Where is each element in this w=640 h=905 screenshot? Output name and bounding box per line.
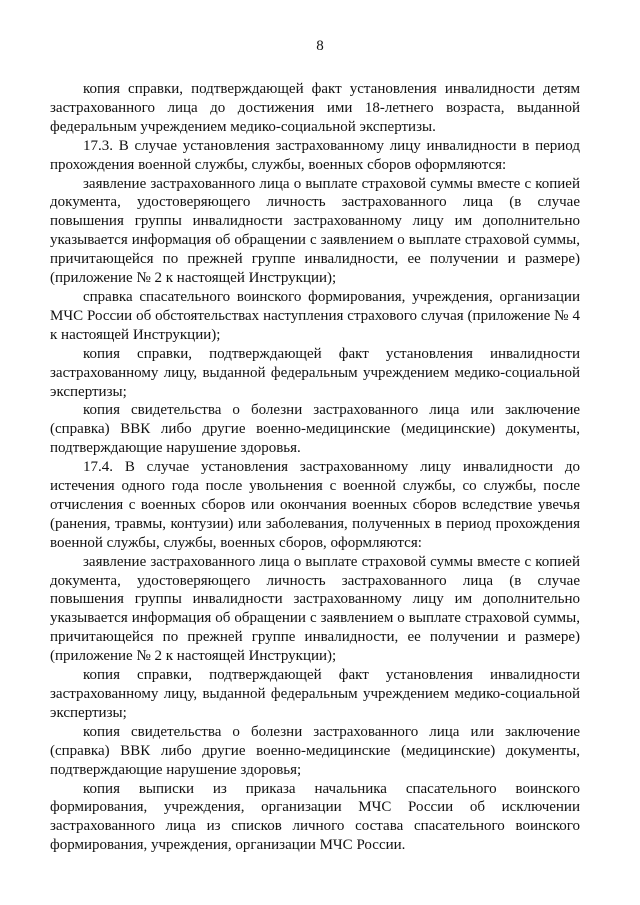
paragraph-17-3-rescue-certificate: справка спасательного воинского формирования, учреждения, организации МЧС России об обстоятельствах наступления страхового случая (приложение № 4 к настоящей Инструкции); xyxy=(50,288,580,343)
paragraph-17-4-application: заявление застрахованного лица о выплате страховой суммы вместе с копией документа, удостоверяющего личность застрахованного лица (в случае повышения группы инвалидности застрахованному лицу им дополнительно указывается информация об обращении с заявлением о выплате страховой суммы, причитающейся по прежней группе инвалидности, ее получении и размере) (приложение № 2 к настоящей Инструкции); xyxy=(50,553,580,665)
paragraph-17-3-mse-certificate: копия справки, подтверждающей факт установления инвалидности застрахованному лицу, выданной федеральным учреждением медико-социальной экспертизы; xyxy=(50,345,580,400)
paragraph-17-3-heading: 17.3. В случае установления застрахованному лицу инвалидности в период прохождения военной службы, службы, военных сборов оформляются: xyxy=(50,137,580,173)
paragraph-17-4-heading: 17.4. В случае установления застрахованному лицу инвалидности до истечения одного года после увольнения с военной службы, со службы, после отчисления с военных сборов или окончания военных сборов вследствие увечья (ранения, травмы, контузии) или заболевания, полученных в период прохождения военной службы, службы, военных сборов, оформляются: xyxy=(50,459,580,551)
paragraph-17-4-mse-certificate: копия справки, подтверждающей факт установления инвалидности застрахованному лицу, выданной федеральным учреждением медико-социальной экспертизы; xyxy=(50,667,580,721)
document-body xyxy=(50,80,580,855)
paragraph-17-3-application: заявление застрахованного лица о выплате страховой суммы вместе с копией документа, удостоверяющего личность застрахованного лица (в случае повышения группы инвалидности застрахованному лицу им дополнительно указывается информация об обращении с заявлением о выплате страховой суммы, причитающейся по прежней группе инвалидности, ее получении и размере) (приложение № 2 к настоящей Инструкции); xyxy=(50,175,580,287)
paragraph-17-3-medical-documents: копия свидетельства о болезни застрахованного лица или заключение (справка) ВВК либо другие военно-медицинские (медицинские) документы, подтверждающие нарушение здоровья. xyxy=(50,402,580,457)
paragraph-17-4-medical-documents: копия свидетельства о болезни застрахованного лица или заключение (справка) ВВК либо другие военно-медицинские (медицинские) документы, подтверждающие нарушение здоровья; xyxy=(50,723,580,778)
paragraph-17-4-order-extract: копия выписки из приказа начальника спасательного воинского формирования, учреждения, организации МЧС России об исключении застрахованного лица из списков личного состава спасательного воинского формирования, учреждения, организации МЧС России. xyxy=(50,780,580,854)
paragraph-disability-children-certificate: копия справки, подтверждающей факт установления инвалидности детям застрахованного лица до достижения ими 18-летнего возраста, выданной федеральным учреждением медико-социальной экспертизы. xyxy=(50,81,580,135)
page-number: 8 xyxy=(316,38,324,54)
